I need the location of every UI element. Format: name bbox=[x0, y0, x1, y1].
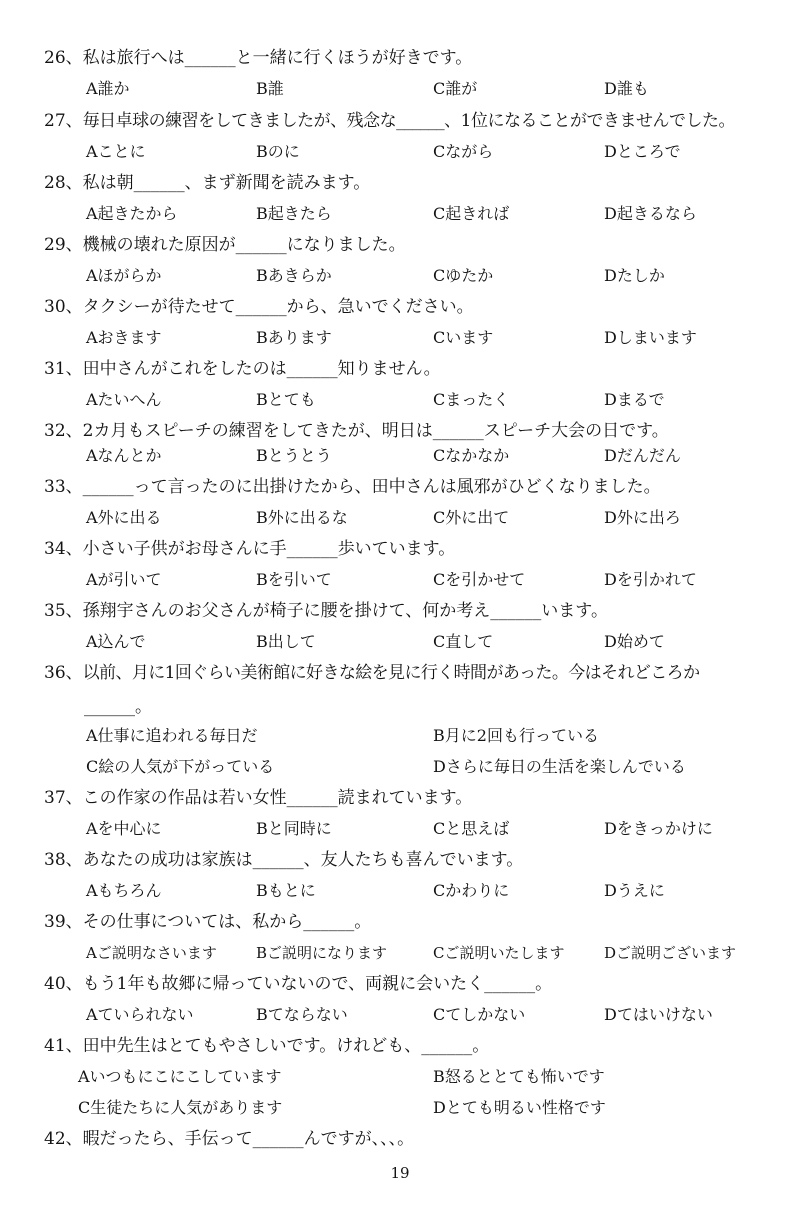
option-a: A外に出る bbox=[86, 508, 162, 527]
option-b: Bのに bbox=[256, 142, 300, 161]
question-26 bbox=[44, 46, 794, 70]
option-d: Dご説明ございます bbox=[604, 944, 737, 962]
option-b: Bご説明になります bbox=[256, 944, 388, 962]
question-text: 機械の壊れた原因が______になりました。 bbox=[82, 235, 406, 255]
question-text: 私は朝______、まず新聞を読みます。 bbox=[82, 173, 371, 193]
option-c: Cてしかない bbox=[433, 1005, 526, 1024]
question-35 bbox=[44, 599, 794, 623]
question-text: 毎日卓球の練習をしてきましたが、残念な______、1位になることができませんでした。 bbox=[82, 111, 735, 131]
option-a: Aたいへん bbox=[86, 390, 162, 409]
option-d: Dとても明るい性格です bbox=[433, 1098, 606, 1117]
question-37 bbox=[44, 786, 794, 810]
question-text: その仕事については、私から______。 bbox=[82, 912, 372, 932]
option-b: B外に出るな bbox=[256, 508, 348, 527]
question-41 bbox=[44, 1034, 794, 1058]
option-a: Aを中心に bbox=[86, 819, 162, 838]
option-c: Cゆたか bbox=[433, 266, 494, 285]
option-a: Aが引いて bbox=[86, 570, 162, 589]
question-28 bbox=[44, 171, 794, 195]
option-b: Bとうとう bbox=[256, 446, 332, 465]
option-c: Cと思えば bbox=[433, 819, 510, 838]
option-c: C外に出て bbox=[433, 508, 510, 527]
question-text: タクシーが待たせて______から、急いでください。 bbox=[82, 297, 474, 317]
question-text: 暇だったら、手伝って______んですが、、、。 bbox=[82, 1129, 415, 1149]
option-d: Dてはいけない bbox=[604, 1005, 713, 1024]
question-29 bbox=[44, 233, 794, 257]
option-a: Aことに bbox=[86, 142, 146, 161]
option-d: Dを引かれて bbox=[604, 570, 697, 589]
option-c: C起きれば bbox=[433, 204, 510, 223]
option-c: Cかわりに bbox=[433, 881, 510, 900]
question-text: 小さい子供がお母さんに手______歩いています。 bbox=[82, 539, 456, 559]
option-a: A起きたから bbox=[86, 204, 178, 223]
option-d: Dまるで bbox=[604, 390, 665, 409]
question-number: 37、 bbox=[44, 788, 83, 808]
option-c: Cいます bbox=[433, 328, 494, 347]
question-text: 私は旅行へは______と一緒に行くほうが好きです。 bbox=[82, 48, 473, 68]
option-b: Bあります bbox=[256, 328, 332, 347]
page-number: 19 bbox=[390, 1164, 410, 1182]
question-text: 田中さんがこれをしたのは______知りません。 bbox=[82, 359, 441, 379]
option-d: Dをきっかけに bbox=[604, 819, 713, 838]
question-number: 28、 bbox=[44, 173, 83, 193]
question-39 bbox=[44, 910, 794, 934]
question-text: 以前、月に1回ぐらい美術館に好きな絵を見に行く時間があった。今はそれどころか bbox=[82, 663, 700, 683]
question-number: 39、 bbox=[44, 912, 83, 932]
question-number: 27、 bbox=[44, 111, 83, 131]
option-b: Bてならない bbox=[256, 1005, 348, 1024]
option-c: C生徒たちに人気があります bbox=[78, 1098, 283, 1117]
question-number: 33、 bbox=[44, 477, 83, 497]
option-b: B月に2回も行っている bbox=[433, 726, 599, 745]
option-c: C絵の人気が下がっている bbox=[86, 757, 275, 776]
option-b: B起きたら bbox=[256, 204, 332, 223]
option-c: Cなかなか bbox=[433, 446, 510, 465]
question-text: あなたの成功は家族は______、友人たちも喜んでいます。 bbox=[82, 850, 524, 870]
option-d: Dうえに bbox=[604, 881, 665, 900]
question-number: 29、 bbox=[44, 235, 83, 255]
question-number: 34、 bbox=[44, 539, 83, 559]
option-a: Aもちろん bbox=[86, 881, 162, 900]
question-number: 32、 bbox=[44, 421, 83, 441]
question-number: 31、 bbox=[44, 359, 83, 379]
option-a: Aなんとか bbox=[86, 446, 162, 465]
question-text: もう1年も故郷に帰っていないので、両親に会いたく______。 bbox=[82, 974, 553, 994]
question-number: 26、 bbox=[44, 48, 83, 68]
question-number: 42、 bbox=[44, 1129, 83, 1149]
option-d: Dしまいます bbox=[604, 328, 697, 347]
option-a: Aおきます bbox=[86, 328, 162, 347]
question-text: 2カ月もスピーチの練習をしてきたが、明日は______スピーチ大会の日です。 bbox=[82, 421, 669, 441]
option-d: Dさらに毎日の生活を楽しんでいる bbox=[433, 757, 686, 776]
option-d: Dだんだん bbox=[604, 446, 681, 465]
option-d: D起きるなら bbox=[604, 204, 697, 223]
question-27 bbox=[44, 109, 794, 133]
option-b: Bとても bbox=[256, 390, 316, 409]
option-b: Bもとに bbox=[256, 881, 316, 900]
question-34 bbox=[44, 537, 794, 561]
question-text: 田中先生はとてもやさしいです。けれども、______。 bbox=[82, 1036, 490, 1056]
question-text: ______って言ったのに出掛けたから、田中さんは風邪がひどくなりました。 bbox=[82, 477, 661, 497]
option-c: C直して bbox=[433, 632, 494, 651]
option-c: Cながら bbox=[433, 142, 494, 161]
question-number: 36、 bbox=[44, 663, 83, 683]
option-d: D外に出ろ bbox=[604, 508, 681, 527]
option-a: Aていられない bbox=[86, 1005, 194, 1024]
question-38 bbox=[44, 848, 794, 872]
option-a: A仕事に追われる毎日だ bbox=[86, 726, 258, 745]
option-a: Aいつもにこにこしています bbox=[78, 1067, 282, 1086]
question-42 bbox=[44, 1127, 794, 1151]
option-b: Bあきらか bbox=[256, 266, 332, 285]
option-d: Dたしか bbox=[604, 266, 665, 285]
option-b: Bを引いて bbox=[256, 570, 332, 589]
question-number: 38、 bbox=[44, 850, 83, 870]
question-30 bbox=[44, 295, 794, 319]
option-c: C誰が bbox=[433, 79, 478, 98]
option-d: D誰も bbox=[604, 79, 649, 98]
option-a: Aご説明なさいます bbox=[86, 944, 217, 962]
option-a: Aほがらか bbox=[86, 266, 162, 285]
option-b: B怒るととても怖いです bbox=[433, 1067, 605, 1086]
question-31 bbox=[44, 357, 794, 381]
option-b: B出して bbox=[256, 632, 316, 651]
option-c: Cまったく bbox=[433, 390, 510, 409]
option-c: Cご説明いたします bbox=[433, 944, 565, 962]
question-40 bbox=[44, 972, 794, 996]
option-b: Bと同時に bbox=[256, 819, 332, 838]
option-a: A誰か bbox=[86, 79, 130, 98]
question-32 bbox=[44, 419, 794, 443]
option-d: D始めて bbox=[604, 632, 665, 651]
question-text: 孫翔宇さんのお父さんが椅子に腰を掛けて、何か考え______います。 bbox=[82, 601, 608, 621]
question-36-continuation: ______。 bbox=[84, 697, 152, 717]
question-number: 41、 bbox=[44, 1036, 83, 1056]
question-number: 35、 bbox=[44, 601, 83, 621]
question-number: 40、 bbox=[44, 974, 83, 994]
option-c: Cを引かせて bbox=[433, 570, 526, 589]
question-33 bbox=[44, 475, 794, 499]
option-d: Dところで bbox=[604, 142, 681, 161]
question-text: この作家の作品は若い女性______読まれています。 bbox=[82, 788, 473, 808]
option-b: B誰 bbox=[256, 79, 284, 98]
option-a: A込んで bbox=[86, 632, 146, 651]
question-36 bbox=[44, 661, 794, 685]
question-number: 30、 bbox=[44, 297, 83, 317]
